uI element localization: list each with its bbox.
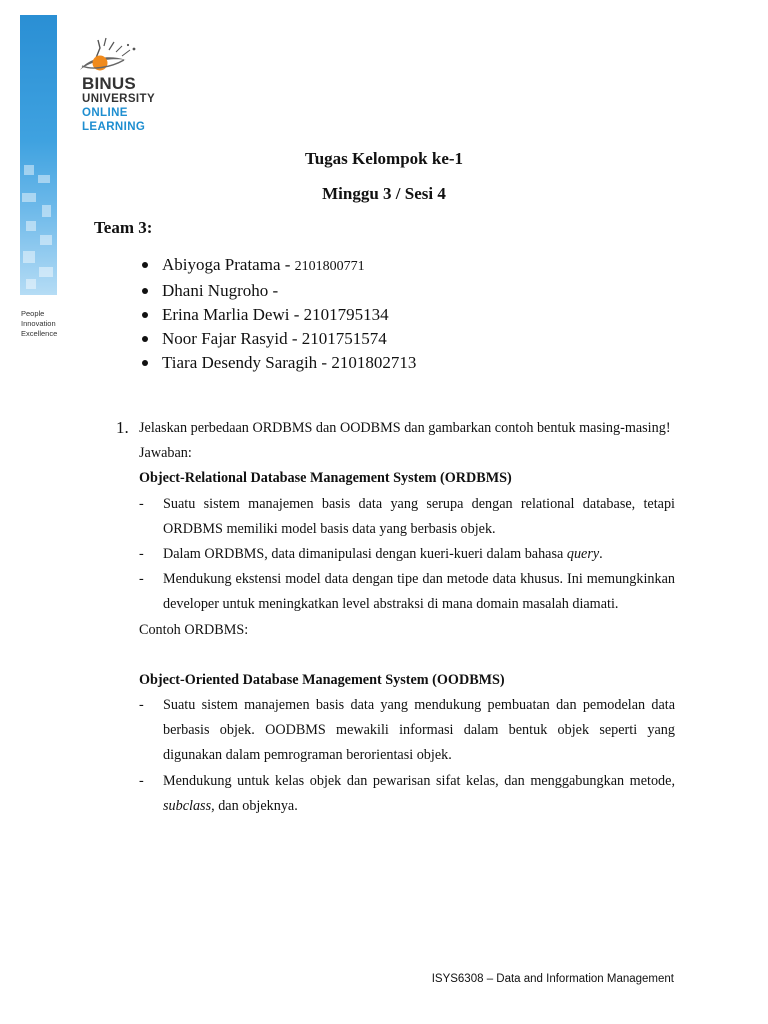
dash-marker: -: [139, 495, 144, 512]
member-name: Erina Marlia Dewi - 2101795134: [162, 305, 389, 324]
ordbms-point-text: Suatu sistem manajemen basis data yang serupa dengan relational database, tetapi ORDBMS memiliki model basis data yang berbasis objek.: [163, 495, 675, 537]
ordbms-point: [139, 492, 675, 542]
logo-text-learning: LEARNING: [82, 121, 146, 133]
member-item: [140, 253, 416, 279]
dash-marker: -: [139, 697, 144, 714]
ordbms-point-text: Dalam ORDBMS, data dimanipulasi dengan kueri-kueri dalam bahasa: [163, 546, 567, 563]
member-name: Noor Fajar Rasyid - 2101751574: [162, 329, 387, 348]
dash-marker: -: [139, 772, 144, 789]
member-item: [140, 327, 416, 351]
ordbms-example-label: Contoh ORDBMS:: [139, 621, 249, 638]
oodbms-point-text: , dan objeknya.: [211, 797, 298, 814]
emphasis-subclass: subclass: [163, 797, 212, 814]
ordbms-point: [139, 542, 675, 567]
ordbms-heading: Object-Relational Database Management System (ORDBMS): [139, 470, 512, 487]
ordbms-point: [139, 567, 675, 617]
member-name: Tiara Desendy Saragih - 2101802713: [162, 353, 417, 372]
emphasis-query: query: [566, 546, 600, 563]
question-number: 1.: [116, 418, 129, 437]
logo-text-university: UNIVERSITY: [82, 93, 156, 105]
member-id: 2101800771: [294, 259, 365, 274]
ordbms-point-text: Mendukung ekstensi model data dengan tipe dan metode data khusus. Ini memungkinkan developer untuk meningkatkan level abstraksi di mana domain masalah diamati.: [163, 571, 675, 613]
oodbms-point: [139, 769, 675, 819]
document-title: Tugas Kelompok ke-1: [304, 149, 464, 168]
dash-marker: -: [139, 546, 144, 563]
page-footer: ISYS6308 – Data and Information Management: [431, 973, 674, 985]
ordbms-point-text: .: [599, 546, 603, 563]
answer-body: [139, 416, 675, 819]
member-name: Abiyoga Pratama -: [162, 255, 295, 274]
logo-text-binus: BINUS: [82, 74, 136, 93]
session-heading: Minggu 3 / Sesi 4: [322, 184, 446, 203]
oodbms-point-text: Mendukung untuk kelas objek dan pewarisan sifat kelas, dan menggabungkan metode,: [163, 772, 675, 789]
member-name: Dhani Nugroho -: [162, 281, 279, 300]
tagline-line: Innovation: [21, 319, 56, 328]
oodbms-point-text: Suatu sistem manajemen basis data yang mendukung pembuatan dan pemodelan data berbasis objek. OODBMS mewakili informasi dalam bentuk objek seperti yang digunakan dalam pemrograman berorientasi objek.: [163, 697, 675, 764]
question-text: Jelaskan perbedaan ORDBMS dan OODBMS dan gambarkan contoh bentuk masing-masing!: [139, 420, 671, 436]
tagline-line: People: [21, 309, 45, 318]
team-label: Team 3:: [94, 218, 153, 237]
tagline: [21, 309, 57, 339]
dash-marker: -: [139, 571, 144, 588]
answer-label: Jawaban:: [139, 445, 192, 462]
member-item: [140, 303, 416, 327]
member-item: [140, 279, 416, 303]
logo-text-online: ONLINE: [82, 107, 128, 119]
member-list: [140, 253, 416, 375]
member-item: [140, 351, 416, 375]
oodbms-point: [139, 693, 675, 769]
tagline-line: Excellence: [21, 329, 58, 338]
oodbms-heading: Object-Oriented Database Management System (OODBMS): [139, 671, 505, 688]
